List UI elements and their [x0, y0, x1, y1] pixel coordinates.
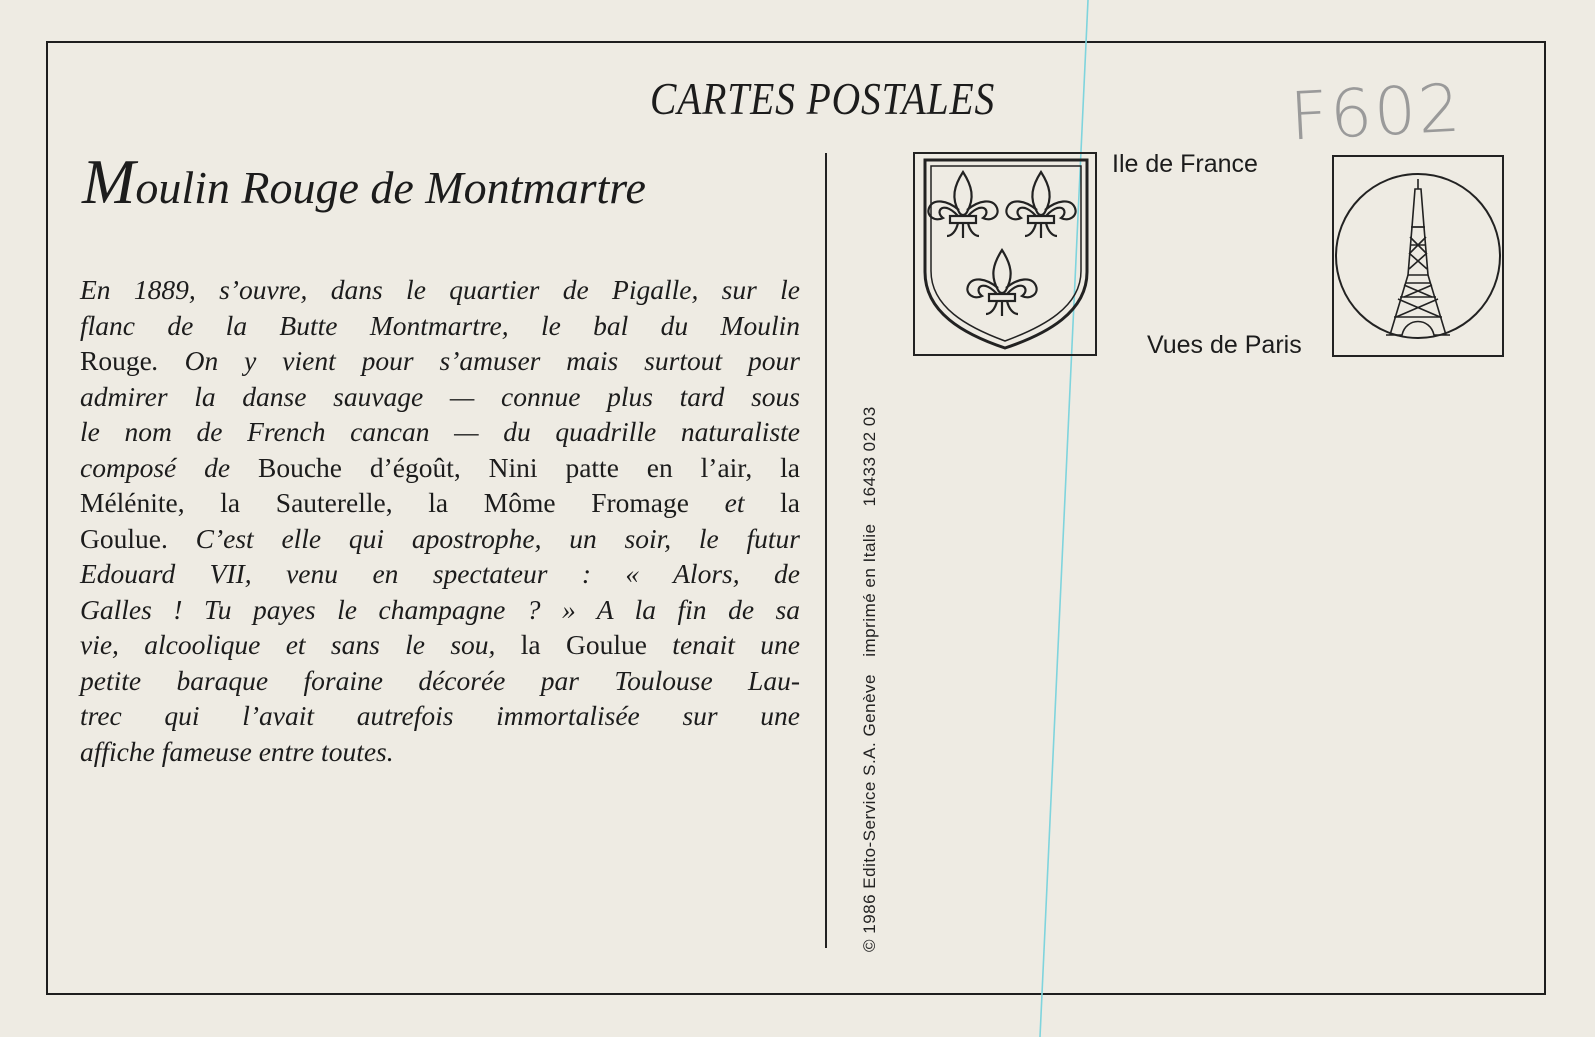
fleur-de-lis-shield-icon: [915, 154, 1095, 354]
body-segment: Rouge: [80, 345, 152, 376]
body-line: [80, 592, 800, 628]
body-segment: vie, alcoolique et sans le sou,: [80, 629, 521, 660]
body-segment: trec qui l’avait autrefois immortalisée sur une: [80, 700, 800, 731]
body-segment: et: [688, 487, 781, 518]
handwritten-code: F602: [1288, 69, 1464, 156]
body-line: [80, 272, 800, 308]
body-line: [80, 663, 800, 699]
body-segment: Mélénite, la Sauterelle, la Môme Fromage: [80, 487, 689, 518]
body-line: [80, 627, 800, 663]
body-line: [80, 414, 800, 450]
body-segment: affiche fameuse entre toutes.: [80, 735, 394, 767]
body-segment: composé de: [80, 451, 258, 483]
vertical-divider: [825, 153, 827, 948]
card-title: [82, 145, 646, 219]
body-line: [80, 698, 800, 734]
title-rest: oulin Rouge de Montmartre: [135, 162, 646, 213]
body-segment: Bouche d’égoût, Nini patte en l’air, la: [257, 451, 800, 483]
body-line: [80, 343, 800, 379]
stamp-box-shield: [913, 152, 1097, 356]
eiffel-tower-icon: [1334, 157, 1502, 355]
body-line: [80, 556, 800, 592]
body-text: [80, 272, 800, 769]
body-segment: Goulue.: [80, 522, 168, 554]
body-line: [80, 450, 800, 486]
header-title: CARTES POSTALES: [650, 73, 996, 124]
body-line: [80, 485, 800, 521]
body-segment: la: [780, 487, 800, 518]
body-segment: la Goulue: [520, 629, 647, 660]
body-line: [80, 521, 800, 557]
body-segment: Edouard VII, venu en spectateur : « Alors, de: [80, 558, 800, 589]
imprint-text: [860, 394, 880, 952]
body-segment: Galles ! Tu payes le champagne ? » A la fin de sa: [80, 593, 800, 625]
body-segment: tenait une: [646, 629, 800, 660]
body-line: [80, 379, 800, 415]
label-vues-de-paris: Vues de Paris: [1147, 331, 1302, 359]
title-initial: M: [82, 146, 136, 217]
body-segment: flanc de la Butte Montmartre, le bal du Moulin: [80, 309, 800, 341]
body-segment: le nom de French cancan — du quadrille naturaliste: [80, 416, 800, 447]
body-segment: C’est elle qui apostrophe, un soir, le futur: [167, 522, 800, 554]
body-line: [80, 308, 800, 344]
stamp-box-eiffel: [1332, 155, 1504, 357]
imprint-copyright: © 1986 Edito-Service S.A. Genève: [860, 674, 879, 952]
body-segment: En 1889, s’ouvre, dans le quartier de Pigalle, sur le: [80, 274, 800, 305]
body-segment: petite baraque foraine décorée par Toulouse Lau-: [80, 664, 800, 696]
body-segment: . On y vient pour s’amuser mais surtout pour: [151, 345, 800, 376]
imprint-ref: 16433 02 03: [860, 406, 879, 507]
imprint-printed: imprimé en Italie: [860, 523, 879, 657]
body-line: [80, 734, 800, 770]
body-segment: admirer la danse sauvage — connue plus tard sous: [80, 380, 800, 412]
label-ile-de-france: Ile de France: [1112, 150, 1258, 178]
